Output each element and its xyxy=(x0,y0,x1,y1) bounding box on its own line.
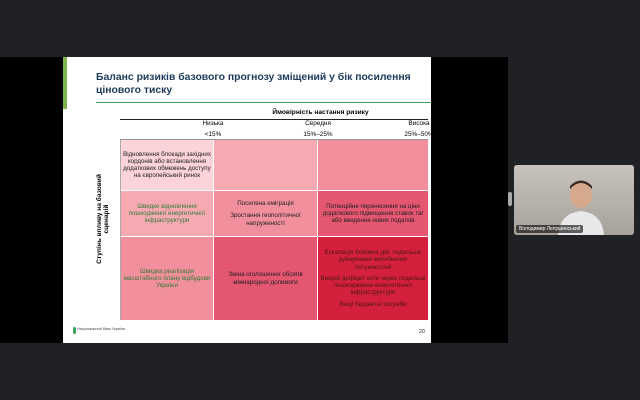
panel-resize-handle[interactable] xyxy=(508,192,512,206)
risk-text: Зміна оголошених обсягів міжнародної допомоги xyxy=(228,271,303,286)
presentation-slide xyxy=(63,57,434,343)
column-low-range: <15% xyxy=(204,131,222,138)
slide-title: Баланс ризиків базового прогнозу зміщений у бік посилення цінового тиску xyxy=(96,72,411,96)
column-high-label: Висока xyxy=(408,120,430,127)
risk-cell-weak-high xyxy=(318,140,428,190)
title-rule xyxy=(96,102,431,103)
risk-cell-weak-low xyxy=(121,140,213,190)
risk-cell-moderate-low xyxy=(121,191,213,236)
risk-cell-strong-medium xyxy=(214,237,317,320)
slide-page-number: 20 xyxy=(418,329,425,335)
risk-text: Швидка реалізація масштабного плану відбудови України xyxy=(123,267,211,290)
risk-cell-moderate-high xyxy=(318,191,428,236)
risk-cell-weak-medium xyxy=(214,140,317,190)
nbu-logo xyxy=(77,327,125,331)
nbu-logo-text: Національний банк України xyxy=(77,327,126,331)
column-high-range: 25%–50% xyxy=(404,131,434,138)
participant-video-tile[interactable] xyxy=(514,165,634,235)
risk-text: Вищі бюджетні потреби xyxy=(339,300,407,308)
risk-cell-strong-low xyxy=(121,237,213,320)
risk-cell-moderate-medium xyxy=(214,191,317,236)
probability-header: Ймовірність настання ризику xyxy=(272,109,369,116)
column-medium-range: 15%–25% xyxy=(303,131,333,138)
risk-text: Посилена еміграція xyxy=(237,200,294,208)
risk-text: Ескалація бойових дій, подальше руйнування виробничих потужностей xyxy=(324,249,422,271)
risk-text: Вищий дефіцит ел/е через подальші пошкодження енергетичної інфраструктури xyxy=(320,274,426,297)
impact-axis-label: Ступінь впливу на базовий сценарій xyxy=(96,174,110,264)
column-low-label: Низька xyxy=(202,120,224,127)
risk-text: Зростання геополітичної напруженості xyxy=(230,212,301,227)
risk-cell-strong-high xyxy=(318,237,428,320)
risk-text: Швидке відновлення пошкодженої енергетичної інфраструктури xyxy=(128,202,206,225)
nbu-logo-icon xyxy=(73,327,76,334)
participant-name: Володимир Лепушинський xyxy=(516,225,583,233)
slide-accent-bar xyxy=(63,57,67,109)
risk-text: Потенційне перенесення на ціни додаткового підвищення ставок та/або введення нових податків xyxy=(322,202,424,225)
risk-text: Відновлення блокади західних кордонів або встановлення додаткових обмежень доступу на європейський ринок xyxy=(123,150,211,180)
column-medium-label: Середня xyxy=(305,120,331,127)
